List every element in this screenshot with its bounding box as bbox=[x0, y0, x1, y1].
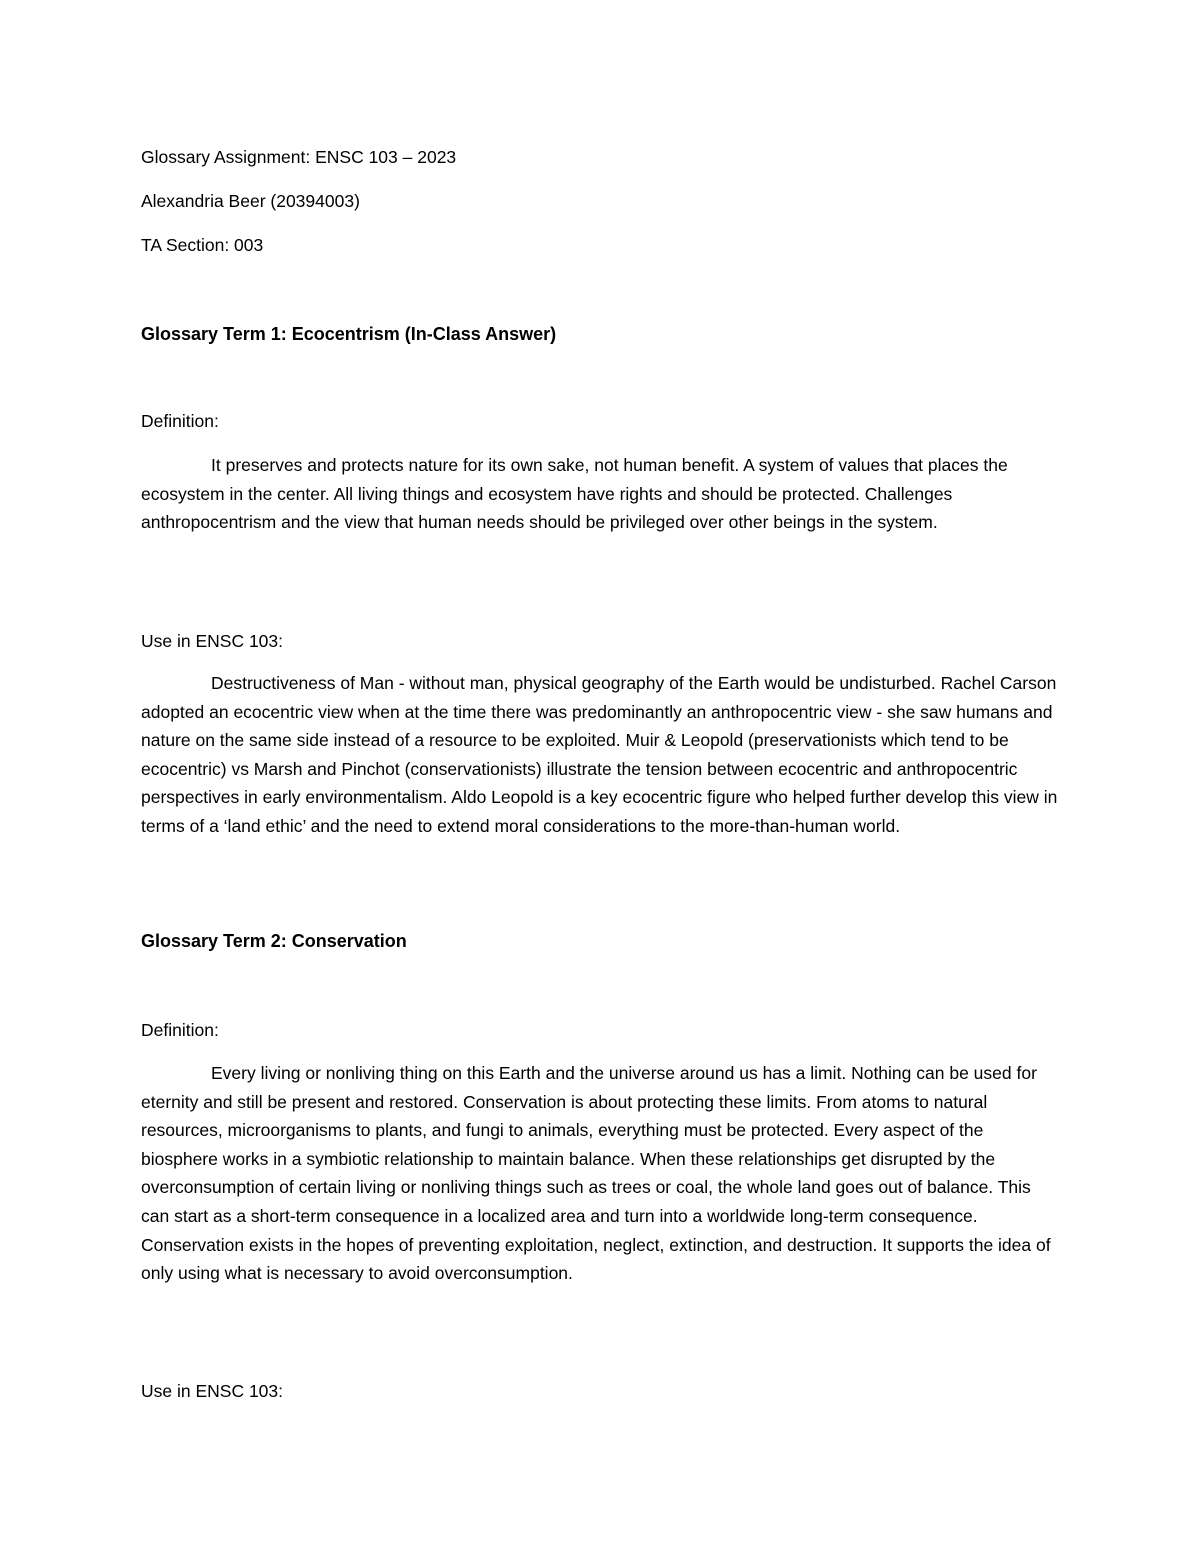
term2-use-label: Use in ENSC 103: bbox=[141, 1381, 284, 1401]
term1-definition-label: Definition: bbox=[141, 411, 219, 431]
term1-heading: Glossary Term 1: Ecocentrism (In-Class Answer) bbox=[141, 324, 557, 344]
student-name: Alexandria Beer (20394003) bbox=[141, 191, 360, 211]
term2-heading: Glossary Term 2: Conservation bbox=[141, 931, 407, 951]
term1-use-label: Use in ENSC 103: bbox=[141, 631, 284, 651]
term1-use-text: Destructiveness of Man - without man, physical geography of the Earth would be undisturbed. Rachel Carson adopted an ecocentric view when at the time there was predominantly an anthropocentric view - she saw humans and nature on the same side instead of a resource to be exploited. Muir & Leopold (preservationists which tend to be ecocentric) vs Marsh and Pinchot (conservationists) illustrate the tension between ecocentric and anthropocentric perspectives in early environmentalism. Aldo Leopold is a key ecocentric figure who helped further develop this view in terms of a ‘land ethic’ and the need to extend moral considerations to the more-than-human world. bbox=[141, 673, 1058, 836]
ta-section: TA Section: 003 bbox=[141, 235, 264, 255]
term1-definition-text: It preserves and protects nature for its own sake, not human benefit. A system of values that places the ecosystem in the center. All living things and ecosystem have rights and should be protected. Challenges anthropocentrism and the view that human needs should be privileged over other beings in the system. bbox=[141, 455, 1008, 533]
assignment-title: Glossary Assignment: ENSC 103 – 2023 bbox=[141, 147, 457, 167]
term2-definition-label: Definition: bbox=[141, 1020, 219, 1040]
term2-definition-text: Every living or nonliving thing on this Earth and the universe around us has a limit. Nothing can be used for eternity and still be present and restored. Conservation is about protecting these limits. From atoms to natural resources, microorganisms to plants, and fungi to animals, everything must be protected. Every aspect of the biosphere works in a symbiotic relationship to maintain balance. When these relationships get disrupted by the overconsumption of certain living or nonliving things such as trees or coal, the whole land goes out of balance. This can start as a short-term consequence in a localized area and turn into a worldwide long-term consequence. Conservation exists in the hopes of preventing exploitation, neglect, extinction, and destruction. It supports the idea of only using what is necessary to avoid overconsumption. bbox=[141, 1063, 1051, 1284]
